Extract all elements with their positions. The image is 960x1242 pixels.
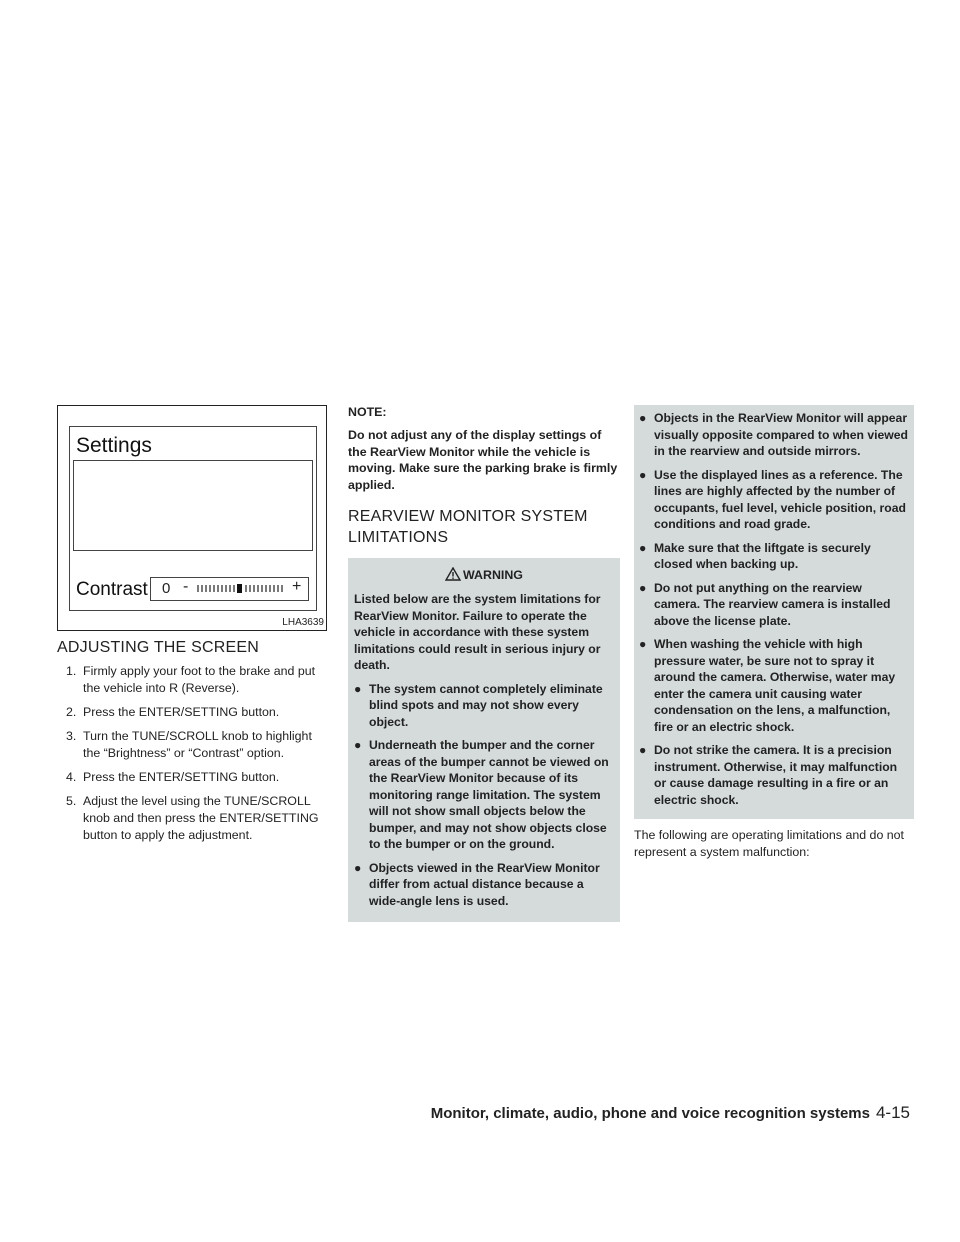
step-item: 3. Turn the TUNE/SCROLL knob to highlight the “Brightness” or “Contrast” option.	[66, 729, 312, 760]
display-screen-illustration	[69, 426, 317, 611]
step-item: 2. Press the ENTER/SETTING button.	[66, 705, 280, 719]
settings-screen-figure	[57, 405, 327, 631]
warning-bullet: ● When washing the vehicle with high pressure water, be sure not to spray it around the camera. Otherwise, water may enter the camera unit causing water condensation on the lens, a malfunction, fire or an electric shock.	[639, 637, 896, 734]
warning-label: WARNING	[463, 568, 523, 582]
limitations-trailing-text: The following are operating limitations and do not represent a system malfunction:	[634, 828, 905, 859]
warning-triangle-icon	[445, 567, 461, 581]
contrast-min-value: 0	[162, 580, 171, 597]
warning-bullet: ● The system cannot completely eliminate blind spots and may not show every object.	[354, 681, 603, 729]
screen-title: Settings	[76, 434, 152, 457]
page-footer	[431, 1103, 910, 1123]
contrast-label: Contrast	[76, 579, 148, 600]
warning-bullet: ● Do not strike the camera. It is a precision instrument. Otherwise, it may malfunction or cause damage resulting in a fire or an electric shock.	[639, 743, 898, 807]
warning-bullet: ● Objects in the RearView Monitor will appear visually opposite compared to when viewed in the rearview and outside mirrors.	[639, 411, 908, 458]
adjusting-steps	[57, 663, 329, 844]
warning-box-continued	[634, 405, 914, 819]
warning-bullets	[354, 681, 614, 910]
step-item: 5. Adjust the level using the TUNE/SCROLL knob and then press the ENTER/SETTING button to apply the adjustment.	[66, 794, 319, 842]
contrast-minus-sign: -	[183, 578, 189, 595]
left-column	[57, 405, 329, 851]
warning-intro: Listed below are the system limitations for RearView Monitor. Failure to operate the vehicle in accordance with these system limitations could result in serious injury or death.	[354, 592, 601, 672]
warning-bullet: ● Underneath the bumper and the corner areas of the bumper cannot be viewed on the RearView Monitor because of its monitoring range limitation. The system will not show small objects below the bumper, and may not show objects close to the bumper or on the ground.	[354, 738, 609, 851]
footer-section-title: Monitor, climate, audio, phone and voice recognition systems	[430, 1105, 870, 1122]
preview-area	[73, 460, 313, 551]
warning-header	[354, 567, 614, 582]
step-item: 1. Firmly apply your foot to the brake and put the vehicle into R (Reverse).	[66, 664, 316, 695]
middle-column	[348, 405, 620, 922]
warning-bullet: ● Objects viewed in the RearView Monitor differ from actual distance because a wide-angle lens is used.	[354, 860, 600, 908]
warning-bullet: ● Do not put anything on the rearview camera. The rearview camera is installed above the license plate.	[639, 580, 891, 628]
right-column	[634, 405, 914, 860]
contrast-slider	[150, 577, 309, 601]
contrast-level-ticks	[196, 584, 284, 593]
warning-bullet: ● Use the displayed lines as a reference. The lines are highly affected by the number of occupants, fuel level, vehicle position, road conditions and road grade.	[639, 467, 906, 531]
step-item: 4. Press the ENTER/SETTING button.	[66, 770, 280, 784]
warning-bullet: ● Make sure that the liftgate is securely closed when backing up.	[639, 540, 871, 571]
adjusting-section-title: ADJUSTING THE SCREEN	[57, 639, 259, 656]
note-body: Do not adjust any of the display settings of the RearView Monitor while the vehicle is moving. Make sure the parking brake is firmly applied.	[348, 428, 618, 492]
limitations-section-title: REARVIEW MONITOR SYSTEM LIMITATIONS	[348, 508, 588, 546]
page-number: 4-15	[875, 1103, 910, 1122]
contrast-plus-sign: +	[292, 578, 302, 595]
warning-box	[348, 558, 620, 922]
note-title: NOTE:	[348, 405, 387, 419]
warning-bullets-continued	[639, 410, 909, 808]
figure-label: LHA3639	[282, 617, 324, 628]
